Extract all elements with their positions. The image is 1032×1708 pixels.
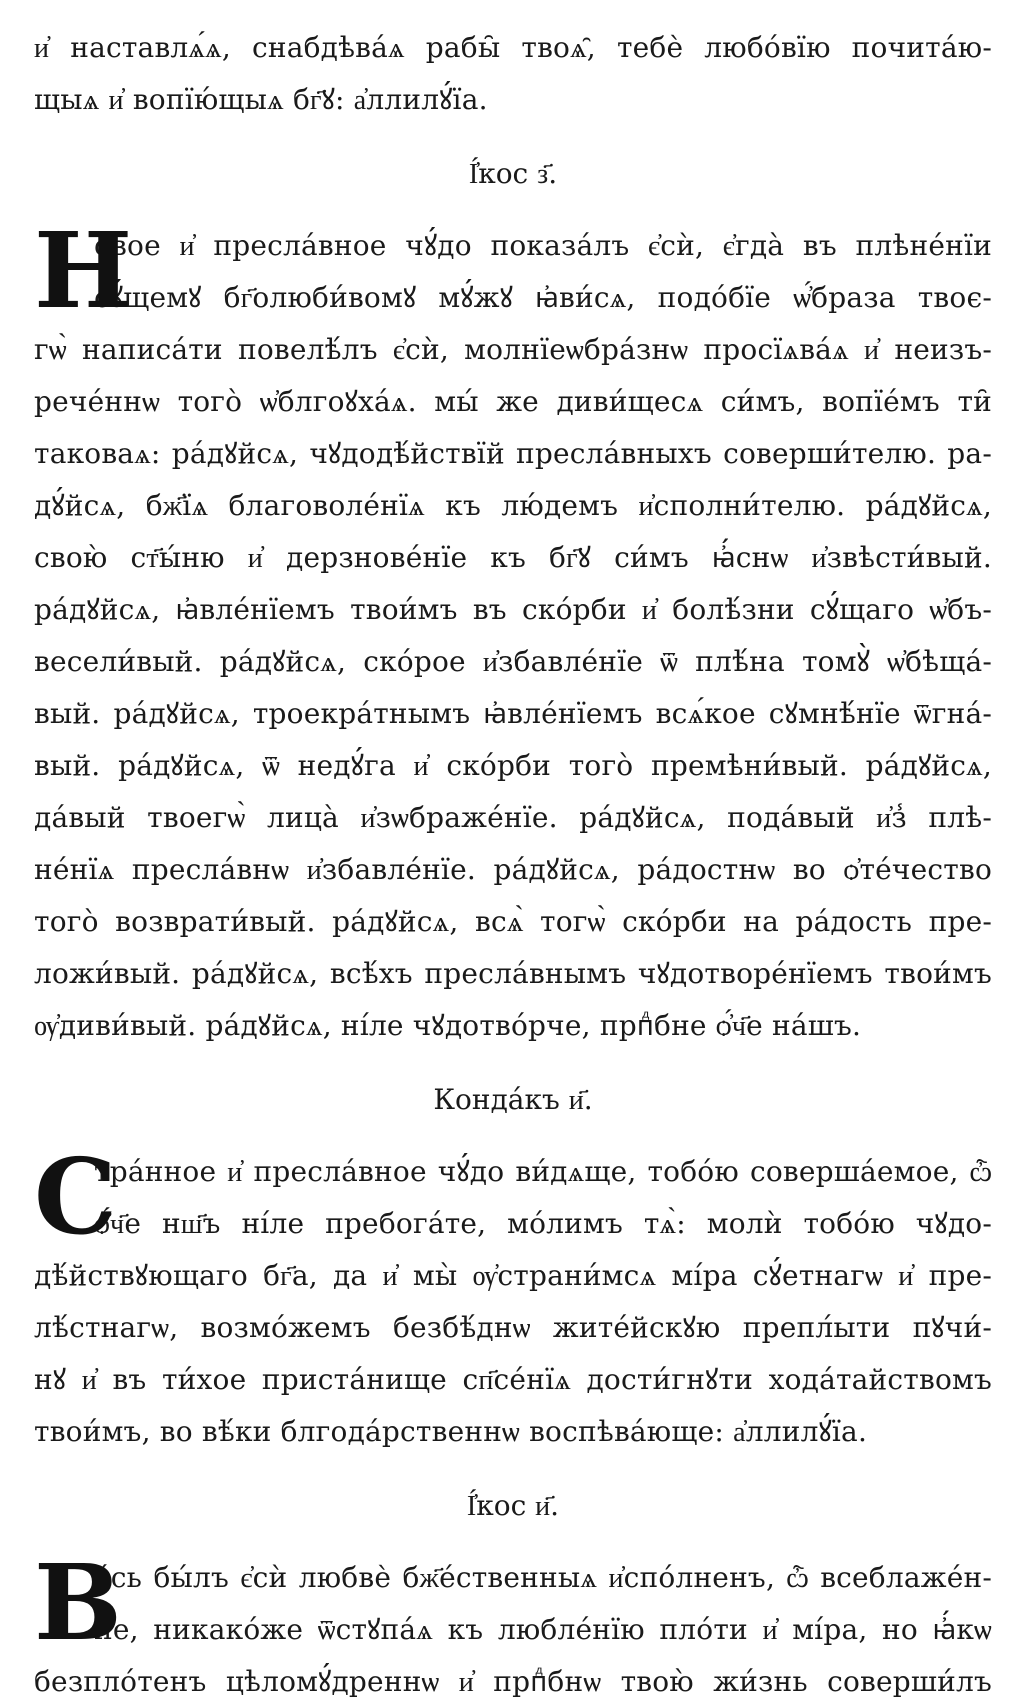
text-line: вый. ра́дꙋйсѧ, ѿ недꙋ́га и҆ ско́рби того̀ премѣни́вый. ра́дꙋйсѧ, (34, 749, 992, 782)
drop-cap: Н (34, 209, 133, 332)
drop-cap: С (34, 1135, 117, 1258)
text-line: дꙋ́йсѧ, бж҃їѧ благоволе́нїѧ къ лю́демъ и҆сполни́телю. ра́дꙋйсѧ, (34, 489, 992, 522)
text-line: ѹ҆диви́вый. ра́дꙋйсѧ, ні́ле чꙋдотво́рче, прпⷣбне ѻ҆́ч҃е на́шъ. (34, 1009, 862, 1042)
text-line: ра́дꙋйсѧ, ꙗ҆вле́нїемъ твои́мъ въ ско́рби и҆ болѣ́зни сꙋ́щаго ѡ҆бъ- (34, 593, 992, 626)
text-line: вый. ра́дꙋйсѧ, троекра́тнымъ ꙗ҆вле́нїемъ всѧ́кое сꙋмнѣ́нїе ѿгна́- (34, 697, 992, 730)
text-line: не, никако́же ѿстꙋпа́ѧ къ любле́нїю пло́ти и҆ мі́ра, но ꙗ҆́кѡ (94, 1613, 992, 1646)
text-line: гѡ̀ написа́ти повелѣ́лъ є҆сѝ, молнїеѡбра́знѡ просїѧва́ѧ и҆ неизъ- (34, 333, 992, 366)
text-line: е́сь бы́лъ є҆сѝ любвѐ бж҃е́ственныѧ и҆спо́лненъ, ѽ всеблаже́н- (94, 1561, 992, 1594)
text-line: да́вый твоегѡ̀ лица̀ и҆зѡбраже́нїе. ра́дꙋйсѧ, пода́вый и҆з̾ плѣ- (34, 801, 992, 834)
text-line: весели́вый. ра́дꙋйсѧ, ско́рое и҆збавле́нїе ѿ плѣ́на томꙋ̀ ѡ҆бѣща́- (34, 645, 992, 678)
text-line: рече́ннѡ того̀ ѡ҆блгоꙋха́ѧ. мы́ же диви́щесѧ си́мъ, вопїе́мъ ти̑ (34, 385, 992, 418)
ikos-8-paragraph (34, 1541, 992, 1708)
ikos-7-paragraph (34, 209, 992, 1052)
text-line: о́вое и҆ пресла́вное чꙋ́до показа́лъ є҆сѝ, є҆гда̀ въ плѣне́нїи (94, 229, 992, 262)
text-line: ложи́вый. ра́дꙋйсѧ, всѣ́хъ пресла́внымъ чꙋдотворе́нїемъ твои́мъ (34, 957, 992, 990)
text-line: таковаѧ: ра́дꙋйсѧ, чꙋдодѣ́йствїй пресла́вныхъ соверши́телю. ра- (34, 437, 992, 470)
text-line: лѣ́стнагѡ, возмо́жемъ безбѣ́днѡ жите́йскꙋю препл́ыти пꙋчи́- (34, 1311, 992, 1344)
text-line: свою̀ ст҃ы́ню и҆ дерзнове́нїе къ бг҃ꙋ си́мъ ꙗ҆́снѡ и҆звѣсти́вый. (34, 541, 992, 574)
intro-paragraph (34, 22, 992, 126)
text-line: твои́мъ, во вѣ́ки блгода́рственнѡ воспѣва́юще: а҆ллилꙋ́їа. (34, 1415, 868, 1448)
text-line: не́нїѧ пресла́внѡ и҆збавле́нїе. ра́дꙋйсѧ, ра́достнѡ во ѻ҆те́чество (34, 853, 992, 886)
text-line: безпло́тенъ цѣломꙋ́дреннѡ и҆ прпⷣбнѡ твою̀ жи́знь соверши́лъ (34, 1665, 992, 1698)
text-line: дѣ́йствꙋющаго бг҃а, да и҆ мы̀ ѹ҆страни́мсѧ мі́ра сꙋ́етнагѡ и҆ пре- (34, 1259, 992, 1292)
text-line: того̀ возврати́вый. ра́дꙋйсѧ, всѧ̀ тогѡ̀ ско́рби на ра́дость пре- (34, 905, 992, 938)
text-line: ѻ҆́ч҃е нш҃ъ ні́ле пребога́те, мо́лимъ тѧ̀: молѝ тобо́ю чꙋдо- (94, 1207, 992, 1240)
ikos-7-heading: І҆́кос з҃. (468, 157, 558, 190)
ikos-8-heading: І҆́кос и҃. (466, 1489, 560, 1522)
kontak-8-paragraph (34, 1135, 992, 1458)
text-line: щыѧ и҆ вопїю́щыѧ бг҃ꙋ: а҆ллилꙋ́їа. (34, 83, 488, 116)
drop-cap: В (34, 1541, 122, 1664)
kontak-8-heading: Конда́къ и҃. (433, 1083, 593, 1116)
text-line: сꙋ́щемꙋ бг҃олюби́вомꙋ мꙋ́жꙋ ꙗ҆ви́сѧ, подо́бїе ѡ҆́браза твоє- (94, 281, 992, 314)
text-line: и҆ наставлѧ́ѧ, снабдѣва́ѧ рабы̑ твоѧ̑, тебѐ любо́вїю почита́ю- (34, 31, 992, 64)
text-line: нꙋ и҆ въ ти́хое приста́нище сп҃се́нїѧ дости́гнꙋти хода́тайствомъ (34, 1363, 992, 1396)
text-line: тра́нное и҆ пресла́вное чꙋ́до ви́дѧще, тобо́ю соверша́емое, ѽ (94, 1155, 992, 1188)
